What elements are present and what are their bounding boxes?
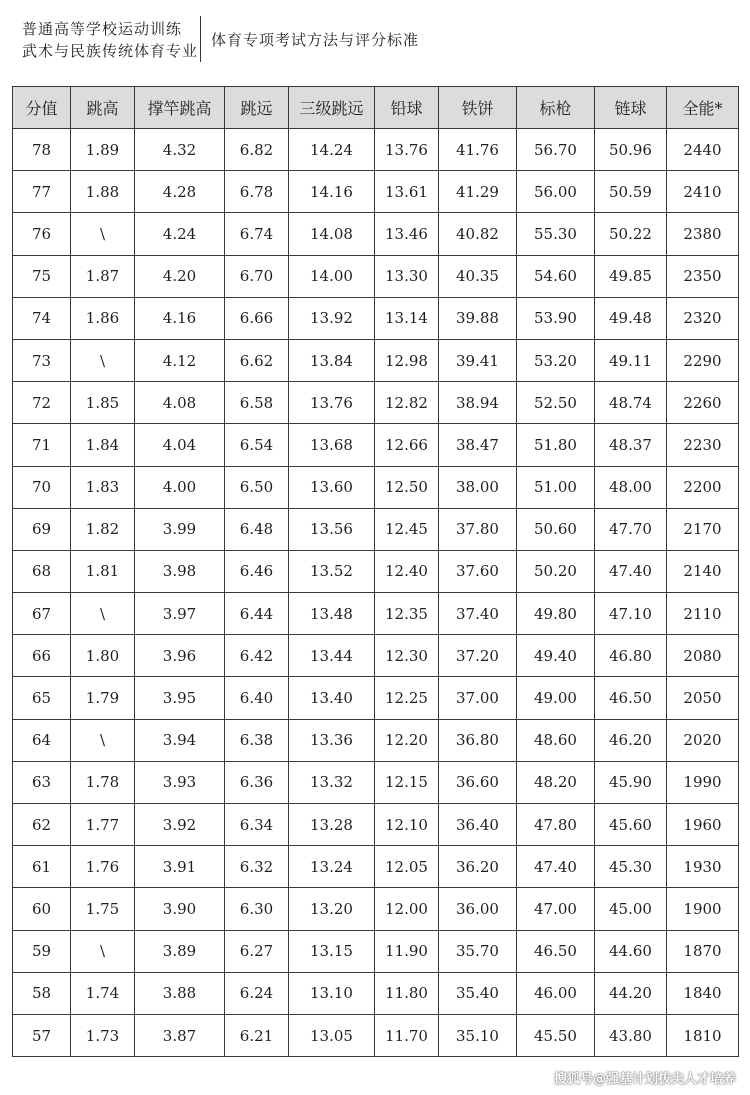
table-cell: 43.80 (595, 1014, 667, 1056)
table-cell: 45.90 (595, 761, 667, 803)
table-cell: 59 (13, 930, 71, 972)
table-cell: 68 (13, 550, 71, 592)
table-cell: 13.60 (289, 466, 375, 508)
table-cell: 6.54 (225, 424, 289, 466)
table-row (13, 297, 739, 339)
table-cell: 37.20 (439, 635, 517, 677)
table-cell: 61 (13, 846, 71, 888)
watermark: 搜狐号@强基计划拔尖人才培养 (553, 1072, 736, 1087)
table-row (13, 677, 739, 719)
table-cell: 44.20 (595, 972, 667, 1014)
table-cell: 38.94 (439, 382, 517, 424)
table-cell: 14.00 (289, 255, 375, 297)
table-cell: 6.27 (225, 930, 289, 972)
table-cell: 4.08 (135, 382, 225, 424)
table-row (13, 930, 739, 972)
table-cell: 11.90 (375, 930, 439, 972)
table-cell: 1.78 (71, 761, 135, 803)
table-cell: 36.40 (439, 804, 517, 846)
table-cell: 51.00 (517, 466, 595, 508)
table-cell: 4.28 (135, 171, 225, 213)
table-cell: 47.00 (517, 888, 595, 930)
table-cell: 53.20 (517, 339, 595, 381)
table-cell: 38.00 (439, 466, 517, 508)
table-cell: 13.92 (289, 297, 375, 339)
table-cell: 1810 (667, 1014, 739, 1056)
table-row (13, 255, 739, 297)
table-cell: 38.47 (439, 424, 517, 466)
table-cell: 36.80 (439, 719, 517, 761)
table-cell: 6.21 (225, 1014, 289, 1056)
table-cell: 56.70 (517, 129, 595, 171)
table-cell: 6.46 (225, 550, 289, 592)
table-cell: 39.41 (439, 339, 517, 381)
table-row (13, 171, 739, 213)
table-cell: 4.20 (135, 255, 225, 297)
table-cell: 2080 (667, 635, 739, 677)
table-cell: 74 (13, 297, 71, 339)
table-cell: 50.59 (595, 171, 667, 213)
table-cell: 1.85 (71, 382, 135, 424)
table-cell: 6.30 (225, 888, 289, 930)
table-cell: 41.76 (439, 129, 517, 171)
table-cell: 4.12 (135, 339, 225, 381)
table-cell: 2440 (667, 129, 739, 171)
table-cell: 1.79 (71, 677, 135, 719)
table-cell: 2320 (667, 297, 739, 339)
score-table (12, 86, 739, 1057)
table-cell: 1.83 (71, 466, 135, 508)
table-row (13, 382, 739, 424)
table-cell: 45.50 (517, 1014, 595, 1056)
table-cell: 6.82 (225, 129, 289, 171)
table-cell: 46.00 (517, 972, 595, 1014)
table-cell: 72 (13, 382, 71, 424)
table-cell: 39.88 (439, 297, 517, 339)
table-cell: 35.70 (439, 930, 517, 972)
column-header: 撑竿跳高 (135, 87, 225, 129)
table-cell: 6.78 (225, 171, 289, 213)
table-cell: 75 (13, 255, 71, 297)
table-cell: 37.00 (439, 677, 517, 719)
table-cell: 46.50 (595, 677, 667, 719)
table-cell: 36.60 (439, 761, 517, 803)
table-header-row (13, 87, 739, 129)
table-cell: 37.40 (439, 593, 517, 635)
table-row (13, 888, 739, 930)
table-cell: 50.96 (595, 129, 667, 171)
table-cell: 12.25 (375, 677, 439, 719)
table-cell: 1.88 (71, 171, 135, 213)
table-cell: 36.20 (439, 846, 517, 888)
table-cell: 1.77 (71, 804, 135, 846)
column-header: 全能* (667, 87, 739, 129)
column-header: 标枪 (517, 87, 595, 129)
table-cell: 13.14 (375, 297, 439, 339)
table-cell: 1.73 (71, 1014, 135, 1056)
table-cell: 12.50 (375, 466, 439, 508)
table-cell: 6.40 (225, 677, 289, 719)
column-header: 链球 (595, 87, 667, 129)
table-cell: 14.16 (289, 171, 375, 213)
table-cell: 55.30 (517, 213, 595, 255)
table-cell: 47.40 (517, 846, 595, 888)
table-cell: 13.56 (289, 508, 375, 550)
table-cell: 67 (13, 593, 71, 635)
table-cell: 1.84 (71, 424, 135, 466)
table-cell: 6.34 (225, 804, 289, 846)
header-divider (200, 16, 201, 62)
table-cell: 1990 (667, 761, 739, 803)
table-row (13, 550, 739, 592)
table-cell: 45.60 (595, 804, 667, 846)
header-line-2: 武术与民族传统体育专业 (22, 42, 199, 60)
table-cell: \ (71, 930, 135, 972)
table-cell: 6.32 (225, 846, 289, 888)
table-row (13, 213, 739, 255)
table-cell: 12.15 (375, 761, 439, 803)
table-cell: 48.60 (517, 719, 595, 761)
table-row (13, 761, 739, 803)
table-cell: 12.30 (375, 635, 439, 677)
table-cell: 44.60 (595, 930, 667, 972)
table-cell: 48.37 (595, 424, 667, 466)
table-cell: 12.05 (375, 846, 439, 888)
table-body (13, 129, 739, 1057)
table-cell: 46.20 (595, 719, 667, 761)
table-cell: 49.00 (517, 677, 595, 719)
table-cell: 50.60 (517, 508, 595, 550)
table-cell: 13.28 (289, 804, 375, 846)
table-cell: 13.30 (375, 255, 439, 297)
table-cell: 3.88 (135, 972, 225, 1014)
table-cell: 6.38 (225, 719, 289, 761)
table-cell: 4.32 (135, 129, 225, 171)
column-header: 三级跳远 (289, 87, 375, 129)
table-cell: 12.35 (375, 593, 439, 635)
table-cell: 3.87 (135, 1014, 225, 1056)
table-cell: 6.24 (225, 972, 289, 1014)
table-cell: 60 (13, 888, 71, 930)
table-cell: 2110 (667, 593, 739, 635)
table-cell: 2020 (667, 719, 739, 761)
table-cell: 3.92 (135, 804, 225, 846)
table-row (13, 339, 739, 381)
table-row (13, 466, 739, 508)
table-cell: 13.32 (289, 761, 375, 803)
column-header: 铁饼 (439, 87, 517, 129)
table-cell: 6.44 (225, 593, 289, 635)
table-cell: 2350 (667, 255, 739, 297)
table-cell: 13.20 (289, 888, 375, 930)
table-cell: 2200 (667, 466, 739, 508)
table-cell: 70 (13, 466, 71, 508)
table-cell: 2260 (667, 382, 739, 424)
table-cell: 41.29 (439, 171, 517, 213)
table-cell: 13.76 (375, 129, 439, 171)
header-title: 体育专项考试方法与评分标准 (211, 31, 420, 49)
header-line-1: 普通高等学校运动训练 (22, 20, 183, 38)
table-row (13, 846, 739, 888)
table-cell: 13.44 (289, 635, 375, 677)
table-cell: 1.87 (71, 255, 135, 297)
column-header: 分值 (13, 87, 71, 129)
table-cell: 2290 (667, 339, 739, 381)
table-cell: 13.46 (375, 213, 439, 255)
table-cell: 54.60 (517, 255, 595, 297)
table-cell: 3.98 (135, 550, 225, 592)
table-cell: 47.40 (595, 550, 667, 592)
table-cell: 58 (13, 972, 71, 1014)
table-cell: 1.86 (71, 297, 135, 339)
table-cell: 6.42 (225, 635, 289, 677)
table-cell: 6.66 (225, 297, 289, 339)
table-cell: 2140 (667, 550, 739, 592)
table-cell: 49.11 (595, 339, 667, 381)
table-cell: 65 (13, 677, 71, 719)
table-cell: 47.80 (517, 804, 595, 846)
table-cell: 13.76 (289, 382, 375, 424)
table-cell: 76 (13, 213, 71, 255)
table-cell: 1.82 (71, 508, 135, 550)
table-cell: 63 (13, 761, 71, 803)
table-cell: 6.62 (225, 339, 289, 381)
table-row (13, 972, 739, 1014)
page-header (0, 0, 750, 80)
table-cell: 49.85 (595, 255, 667, 297)
table-cell: 12.20 (375, 719, 439, 761)
table-row (13, 719, 739, 761)
table-cell: 4.16 (135, 297, 225, 339)
table-cell: 6.74 (225, 213, 289, 255)
table-cell: 71 (13, 424, 71, 466)
table-cell: 3.94 (135, 719, 225, 761)
table-cell: 6.36 (225, 761, 289, 803)
table-cell: 11.70 (375, 1014, 439, 1056)
table-cell: 3.90 (135, 888, 225, 930)
table-cell: 62 (13, 804, 71, 846)
table-cell: 1870 (667, 930, 739, 972)
table-cell: 48.00 (595, 466, 667, 508)
table-cell: 3.91 (135, 846, 225, 888)
table-cell: 57 (13, 1014, 71, 1056)
table-cell: 13.36 (289, 719, 375, 761)
table-row (13, 593, 739, 635)
table-cell: 13.84 (289, 339, 375, 381)
table-cell: 45.30 (595, 846, 667, 888)
table-cell: 3.93 (135, 761, 225, 803)
table-cell: 12.00 (375, 888, 439, 930)
table-cell: 53.90 (517, 297, 595, 339)
table-cell: 3.99 (135, 508, 225, 550)
table-cell: 49.40 (517, 635, 595, 677)
table-cell: 12.66 (375, 424, 439, 466)
table-cell: 1.74 (71, 972, 135, 1014)
table-cell: \ (71, 213, 135, 255)
table-cell: 3.95 (135, 677, 225, 719)
table-cell: 13.10 (289, 972, 375, 1014)
table-cell: 3.97 (135, 593, 225, 635)
table-cell: 47.10 (595, 593, 667, 635)
table-cell: 45.00 (595, 888, 667, 930)
table-cell: 12.82 (375, 382, 439, 424)
table-cell: 46.50 (517, 930, 595, 972)
table-cell: 2230 (667, 424, 739, 466)
table-cell: 6.50 (225, 466, 289, 508)
table-cell: 14.08 (289, 213, 375, 255)
table-cell: 52.50 (517, 382, 595, 424)
table-cell: 78 (13, 129, 71, 171)
table-cell: 1.75 (71, 888, 135, 930)
table-row (13, 1014, 739, 1056)
table-row (13, 804, 739, 846)
table-cell: 73 (13, 339, 71, 381)
table-cell: 1.89 (71, 129, 135, 171)
table-cell: 3.89 (135, 930, 225, 972)
table-cell: 4.00 (135, 466, 225, 508)
column-header: 跳高 (71, 87, 135, 129)
table-cell: 49.80 (517, 593, 595, 635)
table-cell: 37.60 (439, 550, 517, 592)
table-cell: 4.04 (135, 424, 225, 466)
table-cell: 64 (13, 719, 71, 761)
table-cell: 50.20 (517, 550, 595, 592)
table-cell: 2170 (667, 508, 739, 550)
table-cell: 47.70 (595, 508, 667, 550)
column-header: 铅球 (375, 87, 439, 129)
table-cell: 1.76 (71, 846, 135, 888)
table-cell: 6.70 (225, 255, 289, 297)
table-cell: 6.58 (225, 382, 289, 424)
table-cell: 48.74 (595, 382, 667, 424)
table-cell: 51.80 (517, 424, 595, 466)
table-cell: 6.48 (225, 508, 289, 550)
table-cell: 13.05 (289, 1014, 375, 1056)
table-cell: 13.15 (289, 930, 375, 972)
table-cell: 37.80 (439, 508, 517, 550)
column-header: 跳远 (225, 87, 289, 129)
table-cell: 50.22 (595, 213, 667, 255)
table-cell: 77 (13, 171, 71, 213)
table-cell: 1840 (667, 972, 739, 1014)
table-cell: 2050 (667, 677, 739, 719)
table-cell: 1930 (667, 846, 739, 888)
table-row (13, 635, 739, 677)
table-cell: 13.48 (289, 593, 375, 635)
table-row (13, 508, 739, 550)
table-cell: 35.40 (439, 972, 517, 1014)
table-cell: 56.00 (517, 171, 595, 213)
table-cell: 1.80 (71, 635, 135, 677)
table-cell: \ (71, 719, 135, 761)
table-cell: 36.00 (439, 888, 517, 930)
table-cell: \ (71, 593, 135, 635)
table-cell: 2380 (667, 213, 739, 255)
table-cell: 3.96 (135, 635, 225, 677)
table-cell: 46.80 (595, 635, 667, 677)
table-cell: 13.61 (375, 171, 439, 213)
table-cell: 12.98 (375, 339, 439, 381)
table-cell: 48.20 (517, 761, 595, 803)
table-cell: 66 (13, 635, 71, 677)
table-row (13, 129, 739, 171)
table-cell: \ (71, 339, 135, 381)
table-cell: 40.82 (439, 213, 517, 255)
table-cell: 13.68 (289, 424, 375, 466)
table-cell: 14.24 (289, 129, 375, 171)
table-cell: 1900 (667, 888, 739, 930)
table-cell: 2410 (667, 171, 739, 213)
header-left-block (22, 18, 198, 62)
table-cell: 1960 (667, 804, 739, 846)
table-cell: 49.48 (595, 297, 667, 339)
table-cell: 35.10 (439, 1014, 517, 1056)
table-row (13, 424, 739, 466)
table-cell: 13.40 (289, 677, 375, 719)
table-cell: 69 (13, 508, 71, 550)
table-cell: 12.10 (375, 804, 439, 846)
table-cell: 1.81 (71, 550, 135, 592)
table-cell: 11.80 (375, 972, 439, 1014)
table-cell: 12.45 (375, 508, 439, 550)
table-cell: 12.40 (375, 550, 439, 592)
table-cell: 13.52 (289, 550, 375, 592)
table-cell: 4.24 (135, 213, 225, 255)
table-cell: 40.35 (439, 255, 517, 297)
table-cell: 13.24 (289, 846, 375, 888)
